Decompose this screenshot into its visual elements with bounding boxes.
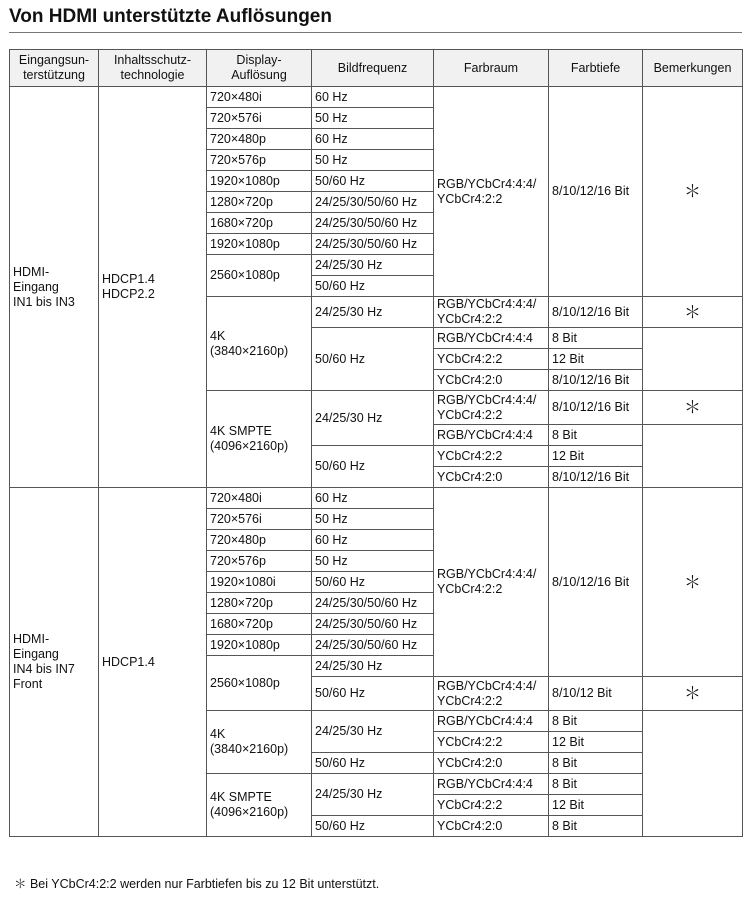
table-header-row bbox=[10, 50, 743, 87]
colorspace-cell: YCbCr4:2:2 bbox=[434, 349, 549, 370]
depth-cell: 8/10/12/16 Bit bbox=[549, 467, 643, 488]
frequency-cell: 50/60 Hz bbox=[312, 753, 434, 774]
resolution-cell: 1680×720p bbox=[207, 614, 312, 635]
header-aufloesung: Display- Auflösung bbox=[207, 50, 312, 87]
frequency-cell: 50/60 Hz bbox=[312, 276, 434, 297]
colorspace-cell: YCbCr4:2:2 bbox=[434, 446, 549, 467]
colorspace-cell: RGB/YCbCr4:4:4 bbox=[434, 774, 549, 795]
resolution-cell: 720×576i bbox=[207, 509, 312, 530]
frequency-cell: 24/25/30/50/60 Hz bbox=[312, 234, 434, 255]
frequency-cell: 24/25/30 Hz bbox=[312, 774, 434, 816]
resolution-cell: 1920×1080p bbox=[207, 635, 312, 656]
resolution-cell: 1920×1080p bbox=[207, 171, 312, 192]
title-divider bbox=[9, 32, 742, 33]
colorspace-cell: RGB/YCbCr4:4:4/ YCbCr4:2:2 bbox=[434, 488, 549, 677]
frequency-cell: 50/60 Hz bbox=[312, 171, 434, 192]
resolution-cell: 1280×720p bbox=[207, 593, 312, 614]
remark-star: ＊ bbox=[643, 488, 743, 677]
depth-cell: 8/10/12/16 Bit bbox=[549, 488, 643, 677]
frequency-cell: 50 Hz bbox=[312, 108, 434, 129]
frequency-cell: 50 Hz bbox=[312, 551, 434, 572]
frequency-cell: 50/60 Hz bbox=[312, 816, 434, 837]
remark-star: ＊ bbox=[643, 677, 743, 711]
input-cell: HDMI- Eingang IN4 bis IN7 Front bbox=[10, 488, 99, 837]
frequency-cell: 24/25/30/50/60 Hz bbox=[312, 614, 434, 635]
colorspace-cell: RGB/YCbCr4:4:4 bbox=[434, 425, 549, 446]
frequency-cell: 24/25/30/50/60 Hz bbox=[312, 635, 434, 656]
remark-star: ＊ bbox=[643, 391, 743, 425]
depth-cell: 8 Bit bbox=[549, 774, 643, 795]
input-cell: HDMI- Eingang IN1 bis IN3 bbox=[10, 87, 99, 488]
table-row bbox=[10, 488, 743, 509]
colorspace-cell: YCbCr4:2:2 bbox=[434, 795, 549, 816]
remark-empty bbox=[643, 425, 743, 488]
depth-cell: 8/10/12/16 Bit bbox=[549, 297, 643, 328]
colorspace-cell: RGB/YCbCr4:4:4 bbox=[434, 711, 549, 732]
frequency-cell: 50/60 Hz bbox=[312, 572, 434, 593]
resolution-cell: 4K SMPTE (4096×2160p) bbox=[207, 774, 312, 837]
frequency-cell: 60 Hz bbox=[312, 87, 434, 108]
frequency-cell: 60 Hz bbox=[312, 488, 434, 509]
remark-star: ＊ bbox=[643, 297, 743, 328]
resolution-cell: 720×576i bbox=[207, 108, 312, 129]
frequency-cell: 50 Hz bbox=[312, 150, 434, 171]
header-bildfrequenz: Bildfrequenz bbox=[312, 50, 434, 87]
resolution-cell: 2560×1080p bbox=[207, 255, 312, 297]
frequency-cell: 50/60 Hz bbox=[312, 328, 434, 391]
depth-cell: 8/10/12/16 Bit bbox=[549, 391, 643, 425]
frequency-cell: 50/60 Hz bbox=[312, 677, 434, 711]
remark-empty bbox=[643, 711, 743, 837]
depth-cell: 12 Bit bbox=[549, 732, 643, 753]
colorspace-cell: YCbCr4:2:2 bbox=[434, 732, 549, 753]
resolution-cell: 1680×720p bbox=[207, 213, 312, 234]
colorspace-cell: RGB/YCbCr4:4:4/ YCbCr4:2:2 bbox=[434, 87, 549, 297]
colorspace-cell: YCbCr4:2:0 bbox=[434, 467, 549, 488]
frequency-cell: 24/25/30 Hz bbox=[312, 711, 434, 753]
page-title: Von HDMI unterstützte Auflösungen bbox=[9, 6, 332, 27]
depth-cell: 8/10/12/16 Bit bbox=[549, 370, 643, 391]
depth-cell: 8 Bit bbox=[549, 425, 643, 446]
header-farbtiefe: Farbtiefe bbox=[549, 50, 643, 87]
depth-cell: 8 Bit bbox=[549, 816, 643, 837]
footnote: ＊ Bei YCbCr4:2:2 werden nur Farbtiefen bis zu 12 Bit unterstützt. bbox=[14, 877, 380, 891]
frequency-cell: 60 Hz bbox=[312, 129, 434, 150]
frequency-cell: 24/25/30/50/60 Hz bbox=[312, 192, 434, 213]
frequency-cell: 50/60 Hz bbox=[312, 446, 434, 488]
hdcp-cell: HDCP1.4 bbox=[99, 488, 207, 837]
header-eingang: Eingangsun- terstützung bbox=[10, 50, 99, 87]
resolution-cell: 720×480i bbox=[207, 87, 312, 108]
resolution-cell: 4K SMPTE (4096×2160p) bbox=[207, 391, 312, 488]
header-hdcp: Inhaltsschutz- technologie bbox=[99, 50, 207, 87]
resolution-cell: 1920×1080i bbox=[207, 572, 312, 593]
remark-empty bbox=[643, 328, 743, 391]
resolution-cell: 4K (3840×2160p) bbox=[207, 711, 312, 774]
resolution-cell: 1280×720p bbox=[207, 192, 312, 213]
frequency-cell: 24/25/30/50/60 Hz bbox=[312, 213, 434, 234]
resolution-cell: 4K (3840×2160p) bbox=[207, 297, 312, 391]
depth-cell: 8 Bit bbox=[549, 328, 643, 349]
resolution-cell: 720×576p bbox=[207, 150, 312, 171]
colorspace-cell: RGB/YCbCr4:4:4/ YCbCr4:2:2 bbox=[434, 677, 549, 711]
resolution-table bbox=[9, 49, 743, 837]
header-farbraum: Farbraum bbox=[434, 50, 549, 87]
colorspace-cell: RGB/YCbCr4:4:4/ YCbCr4:2:2 bbox=[434, 297, 549, 328]
resolution-cell: 720×480i bbox=[207, 488, 312, 509]
header-bemerkungen: Bemerkungen bbox=[643, 50, 743, 87]
resolution-cell: 720×480p bbox=[207, 530, 312, 551]
depth-cell: 12 Bit bbox=[549, 795, 643, 816]
frequency-cell: 24/25/30 Hz bbox=[312, 656, 434, 677]
colorspace-cell: YCbCr4:2:0 bbox=[434, 370, 549, 391]
depth-cell: 12 Bit bbox=[549, 349, 643, 370]
frequency-cell: 60 Hz bbox=[312, 530, 434, 551]
resolution-cell: 720×480p bbox=[207, 129, 312, 150]
depth-cell: 8/10/12/16 Bit bbox=[549, 87, 643, 297]
depth-cell: 8/10/12 Bit bbox=[549, 677, 643, 711]
resolution-cell: 720×576p bbox=[207, 551, 312, 572]
colorspace-cell: YCbCr4:2:0 bbox=[434, 816, 549, 837]
depth-cell: 8 Bit bbox=[549, 711, 643, 732]
depth-cell: 12 Bit bbox=[549, 446, 643, 467]
remark-star: ＊ bbox=[643, 87, 743, 297]
table-row bbox=[10, 87, 743, 108]
colorspace-cell: RGB/YCbCr4:4:4/ YCbCr4:2:2 bbox=[434, 391, 549, 425]
colorspace-cell: RGB/YCbCr4:4:4 bbox=[434, 328, 549, 349]
hdcp-cell: HDCP1.4 HDCP2.2 bbox=[99, 87, 207, 488]
frequency-cell: 24/25/30/50/60 Hz bbox=[312, 593, 434, 614]
depth-cell: 8 Bit bbox=[549, 753, 643, 774]
frequency-cell: 24/25/30 Hz bbox=[312, 255, 434, 276]
frequency-cell: 24/25/30 Hz bbox=[312, 297, 434, 328]
frequency-cell: 50 Hz bbox=[312, 509, 434, 530]
frequency-cell: 24/25/30 Hz bbox=[312, 391, 434, 446]
resolution-cell: 1920×1080p bbox=[207, 234, 312, 255]
resolution-cell: 2560×1080p bbox=[207, 656, 312, 711]
colorspace-cell: YCbCr4:2:0 bbox=[434, 753, 549, 774]
